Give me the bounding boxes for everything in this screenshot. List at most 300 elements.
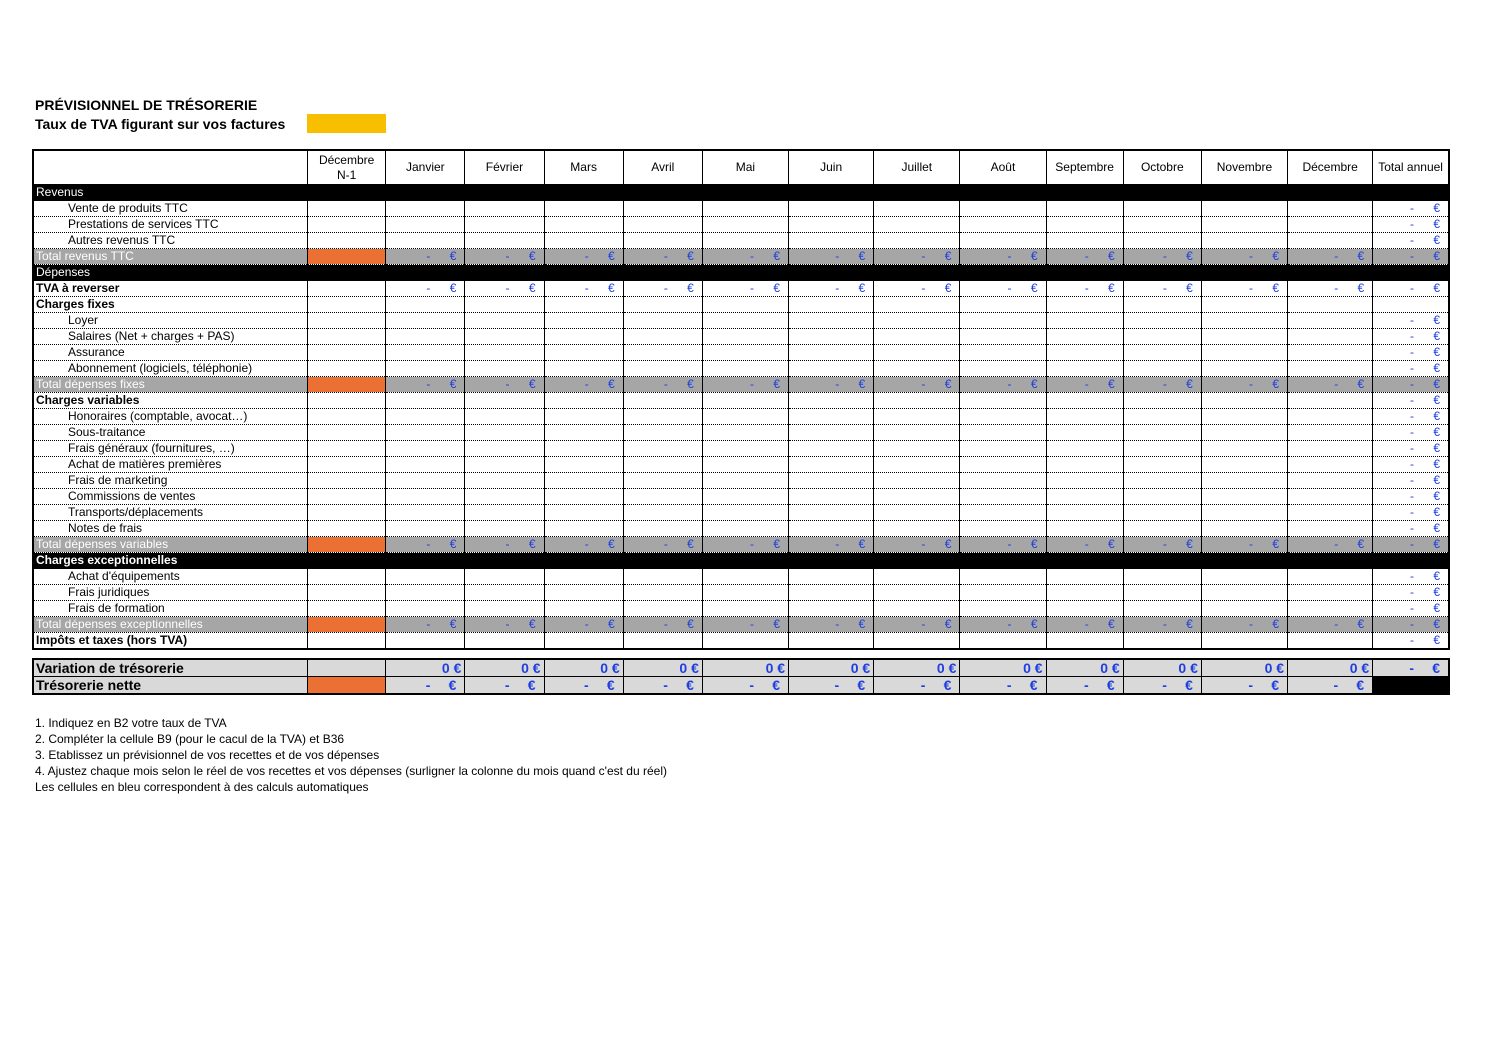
- cell[interactable]: [465, 473, 544, 489]
- euro: €: [944, 617, 952, 631]
- cell[interactable]: [544, 441, 623, 457]
- cell[interactable]: [789, 217, 874, 233]
- cell[interactable]: [544, 473, 623, 489]
- cell[interactable]: [623, 233, 702, 249]
- cell[interactable]: [1046, 425, 1123, 441]
- cell[interactable]: [874, 409, 960, 425]
- cell[interactable]: [386, 505, 465, 521]
- cell[interactable]: [1123, 201, 1201, 217]
- dash: -: [1249, 281, 1254, 295]
- euro: €: [687, 281, 694, 295]
- cell[interactable]: [386, 329, 465, 345]
- cell[interactable]: [544, 329, 623, 345]
- cell[interactable]: [960, 409, 1046, 425]
- cell[interactable]: [1201, 329, 1287, 345]
- cell[interactable]: [308, 677, 386, 695]
- cell[interactable]: [960, 313, 1046, 329]
- cell[interactable]: [544, 217, 623, 233]
- cell[interactable]: [544, 345, 623, 361]
- cell[interactable]: [544, 201, 623, 217]
- cell[interactable]: [1288, 425, 1373, 441]
- cell[interactable]: [1046, 489, 1123, 505]
- cell[interactable]: [960, 441, 1046, 457]
- cell: [1046, 281, 1123, 297]
- cell[interactable]: [874, 425, 960, 441]
- cell[interactable]: [789, 409, 874, 425]
- cell[interactable]: [960, 425, 1046, 441]
- cell[interactable]: [308, 425, 386, 441]
- cell[interactable]: [1288, 345, 1373, 361]
- cell[interactable]: [308, 457, 386, 473]
- cell[interactable]: [1046, 457, 1123, 473]
- cell[interactable]: [702, 569, 788, 585]
- cell: [702, 677, 788, 695]
- cell[interactable]: [1201, 233, 1287, 249]
- cell[interactable]: [789, 457, 874, 473]
- cashflow-table: [32, 149, 1450, 650]
- dash: -: [921, 617, 926, 631]
- cell[interactable]: [544, 313, 623, 329]
- cell: [1373, 633, 1449, 650]
- cell[interactable]: [623, 217, 702, 233]
- cell[interactable]: [544, 505, 623, 521]
- cell[interactable]: [1046, 345, 1123, 361]
- cell[interactable]: [308, 489, 386, 505]
- summary-table: [32, 658, 1450, 695]
- cell[interactable]: [386, 313, 465, 329]
- cell[interactable]: [874, 473, 960, 489]
- cell[interactable]: [702, 505, 788, 521]
- cell[interactable]: [623, 329, 702, 345]
- cell[interactable]: [465, 521, 544, 537]
- cell: [1373, 329, 1449, 345]
- cell[interactable]: [1288, 201, 1373, 217]
- euro: €: [1186, 537, 1193, 551]
- cell[interactable]: [702, 425, 788, 441]
- cell[interactable]: [1201, 601, 1287, 617]
- cell[interactable]: [1123, 313, 1201, 329]
- cell[interactable]: [1123, 457, 1201, 473]
- cell[interactable]: [386, 217, 465, 233]
- cell[interactable]: [702, 457, 788, 473]
- cell[interactable]: [386, 601, 465, 617]
- column-header: Janvier: [386, 150, 465, 185]
- euro: €: [1356, 677, 1365, 693]
- cell[interactable]: [1201, 521, 1287, 537]
- cell[interactable]: [789, 313, 874, 329]
- euro: €: [608, 281, 615, 295]
- cell[interactable]: [623, 201, 702, 217]
- cell[interactable]: [1123, 409, 1201, 425]
- cell[interactable]: [874, 313, 960, 329]
- cell[interactable]: [702, 601, 788, 617]
- cell[interactable]: [960, 345, 1046, 361]
- cell: [1373, 249, 1449, 265]
- cell[interactable]: [960, 585, 1046, 601]
- cell[interactable]: [386, 345, 465, 361]
- dash: -: [1410, 409, 1414, 423]
- cell[interactable]: [1123, 233, 1201, 249]
- cell: [623, 537, 702, 553]
- cell[interactable]: [1046, 441, 1123, 457]
- cell[interactable]: [1123, 425, 1201, 441]
- cell[interactable]: [1123, 345, 1201, 361]
- cell[interactable]: [1046, 409, 1123, 425]
- cell: [1201, 677, 1287, 695]
- cell[interactable]: [1123, 505, 1201, 521]
- cell: [702, 553, 788, 569]
- cell[interactable]: [1046, 569, 1123, 585]
- cell[interactable]: [465, 217, 544, 233]
- cell: [702, 281, 788, 297]
- cell[interactable]: [1288, 473, 1373, 489]
- cell[interactable]: [465, 345, 544, 361]
- cell[interactable]: [1201, 505, 1287, 521]
- cell[interactable]: [1123, 585, 1201, 601]
- cell[interactable]: [789, 441, 874, 457]
- cell[interactable]: [623, 313, 702, 329]
- cell[interactable]: [874, 217, 960, 233]
- cell[interactable]: [1288, 409, 1373, 425]
- cell[interactable]: [960, 233, 1046, 249]
- dash: -: [505, 249, 510, 263]
- cell[interactable]: [1288, 585, 1373, 601]
- cell[interactable]: [789, 569, 874, 585]
- cell[interactable]: [874, 329, 960, 345]
- table-row: [33, 521, 1449, 537]
- cell[interactable]: [465, 457, 544, 473]
- cell[interactable]: [1288, 457, 1373, 473]
- cell[interactable]: [1201, 489, 1287, 505]
- cell[interactable]: [960, 329, 1046, 345]
- cell[interactable]: [789, 473, 874, 489]
- cell[interactable]: [623, 601, 702, 617]
- cell: [544, 265, 623, 281]
- cell[interactable]: [308, 505, 386, 521]
- cell[interactable]: [874, 361, 960, 377]
- cell: [1201, 633, 1287, 650]
- cell[interactable]: [386, 457, 465, 473]
- cell[interactable]: [789, 505, 874, 521]
- cell: [308, 297, 386, 313]
- cell[interactable]: [789, 361, 874, 377]
- euro: €: [1030, 249, 1038, 263]
- cell: [789, 537, 874, 553]
- euro: €: [449, 377, 457, 391]
- table-row: [33, 585, 1449, 601]
- cell[interactable]: [465, 409, 544, 425]
- cell[interactable]: [1123, 521, 1201, 537]
- cell[interactable]: [465, 489, 544, 505]
- cell[interactable]: [623, 345, 702, 361]
- cell: 0 €: [874, 659, 960, 677]
- cell[interactable]: [1201, 425, 1287, 441]
- cell[interactable]: [386, 361, 465, 377]
- cell[interactable]: [702, 473, 788, 489]
- euro: €: [773, 617, 781, 631]
- cell[interactable]: [1288, 217, 1373, 233]
- cell[interactable]: [1201, 361, 1287, 377]
- cell[interactable]: [1201, 409, 1287, 425]
- cell[interactable]: [789, 489, 874, 505]
- cell[interactable]: [1201, 585, 1287, 601]
- cell[interactable]: [1288, 601, 1373, 617]
- cell[interactable]: [465, 361, 544, 377]
- cell[interactable]: [702, 217, 788, 233]
- cell[interactable]: [544, 361, 623, 377]
- cell[interactable]: [702, 361, 788, 377]
- cell[interactable]: [960, 489, 1046, 505]
- cell[interactable]: [960, 361, 1046, 377]
- cell[interactable]: [1288, 569, 1373, 585]
- cell[interactable]: [544, 409, 623, 425]
- row-label: Frais juridiques: [33, 585, 308, 601]
- cell[interactable]: [1046, 201, 1123, 217]
- dash: -: [920, 677, 926, 693]
- cell[interactable]: [960, 505, 1046, 521]
- cell: [874, 553, 960, 569]
- cell[interactable]: [1288, 313, 1373, 329]
- cell[interactable]: [1046, 601, 1123, 617]
- cell[interactable]: [702, 489, 788, 505]
- cell[interactable]: [623, 569, 702, 585]
- cell[interactable]: [465, 201, 544, 217]
- euro: €: [528, 249, 536, 263]
- cell[interactable]: [386, 569, 465, 585]
- dash: -: [426, 377, 431, 391]
- cell[interactable]: [623, 489, 702, 505]
- cell[interactable]: [1288, 441, 1373, 457]
- cell: [1046, 633, 1123, 650]
- cell[interactable]: [1201, 345, 1287, 361]
- cell[interactable]: [702, 201, 788, 217]
- cell[interactable]: [308, 313, 386, 329]
- cell[interactable]: [544, 233, 623, 249]
- cell[interactable]: [874, 521, 960, 537]
- cell[interactable]: [874, 569, 960, 585]
- euro: €: [1433, 521, 1440, 535]
- cell[interactable]: [789, 601, 874, 617]
- cell[interactable]: [544, 585, 623, 601]
- euro: €: [1357, 281, 1365, 295]
- cell[interactable]: [544, 425, 623, 441]
- column-header: Avril: [623, 150, 702, 185]
- cell[interactable]: [960, 569, 1046, 585]
- cell[interactable]: [874, 601, 960, 617]
- cell[interactable]: [1123, 569, 1201, 585]
- cell[interactable]: [1046, 521, 1123, 537]
- dash: -: [426, 617, 431, 631]
- cell: [1288, 617, 1373, 633]
- cell[interactable]: [465, 441, 544, 457]
- dash: -: [505, 537, 510, 551]
- cell[interactable]: [1288, 521, 1373, 537]
- cell[interactable]: [874, 585, 960, 601]
- cell[interactable]: [308, 361, 386, 377]
- cell[interactable]: [544, 521, 623, 537]
- cell[interactable]: [1046, 329, 1123, 345]
- cell[interactable]: [1201, 217, 1287, 233]
- cell[interactable]: [702, 409, 788, 425]
- cell: [1373, 377, 1449, 393]
- cell[interactable]: [1046, 217, 1123, 233]
- cell[interactable]: [544, 489, 623, 505]
- cell[interactable]: [1288, 361, 1373, 377]
- cell[interactable]: [960, 201, 1046, 217]
- cell[interactable]: [702, 441, 788, 457]
- cell[interactable]: [1123, 441, 1201, 457]
- cell[interactable]: [789, 425, 874, 441]
- cell[interactable]: [1288, 489, 1373, 505]
- cell[interactable]: [1123, 473, 1201, 489]
- cell[interactable]: [465, 313, 544, 329]
- euro: €: [1272, 617, 1280, 631]
- cell[interactable]: [308, 217, 386, 233]
- cell[interactable]: [465, 233, 544, 249]
- euro: €: [1433, 537, 1440, 551]
- euro: €: [1186, 377, 1193, 391]
- cell[interactable]: [623, 585, 702, 601]
- cell[interactable]: [789, 345, 874, 361]
- cell[interactable]: [702, 345, 788, 361]
- cell[interactable]: [874, 457, 960, 473]
- cell[interactable]: [789, 233, 874, 249]
- cell[interactable]: [1123, 329, 1201, 345]
- cell[interactable]: [1123, 601, 1201, 617]
- cell[interactable]: [960, 457, 1046, 473]
- cell[interactable]: [386, 409, 465, 425]
- dash: -: [1410, 361, 1414, 375]
- cell[interactable]: [386, 585, 465, 601]
- cell[interactable]: [386, 489, 465, 505]
- cell[interactable]: [465, 585, 544, 601]
- cell[interactable]: [789, 585, 874, 601]
- cell[interactable]: [544, 601, 623, 617]
- cell[interactable]: [874, 345, 960, 361]
- cell[interactable]: [1046, 505, 1123, 521]
- cell[interactable]: [308, 233, 386, 249]
- cell[interactable]: [386, 441, 465, 457]
- cell[interactable]: [702, 521, 788, 537]
- cell[interactable]: [1046, 585, 1123, 601]
- cell[interactable]: [960, 473, 1046, 489]
- cell[interactable]: [623, 457, 702, 473]
- cell[interactable]: [308, 601, 386, 617]
- cell[interactable]: [1046, 361, 1123, 377]
- cell[interactable]: [308, 521, 386, 537]
- cell[interactable]: [1288, 329, 1373, 345]
- cell[interactable]: [623, 505, 702, 521]
- cell[interactable]: [1288, 505, 1373, 521]
- cell[interactable]: [465, 569, 544, 585]
- cell[interactable]: [1201, 457, 1287, 473]
- cell[interactable]: [1046, 313, 1123, 329]
- euro: €: [858, 617, 866, 631]
- cell[interactable]: [544, 457, 623, 473]
- cell[interactable]: [874, 505, 960, 521]
- cell[interactable]: [1288, 233, 1373, 249]
- cell[interactable]: [465, 505, 544, 521]
- cell[interactable]: [702, 233, 788, 249]
- euro: €: [773, 281, 781, 295]
- euro: €: [449, 617, 457, 631]
- cell[interactable]: [465, 329, 544, 345]
- cell[interactable]: [544, 569, 623, 585]
- cell[interactable]: [386, 425, 465, 441]
- cell[interactable]: [1123, 489, 1201, 505]
- cell[interactable]: [1046, 473, 1123, 489]
- cell: [1288, 553, 1373, 569]
- cell[interactable]: [623, 473, 702, 489]
- cell[interactable]: [1123, 217, 1201, 233]
- cell[interactable]: [308, 345, 386, 361]
- dash: -: [1334, 377, 1339, 391]
- cell[interactable]: [702, 329, 788, 345]
- cell[interactable]: [623, 441, 702, 457]
- dash: -: [1162, 377, 1167, 391]
- cell[interactable]: [1201, 473, 1287, 489]
- cell: [386, 185, 465, 201]
- cell[interactable]: [465, 601, 544, 617]
- cell[interactable]: [789, 201, 874, 217]
- cell[interactable]: [960, 601, 1046, 617]
- cell[interactable]: [1123, 361, 1201, 377]
- cell[interactable]: [465, 425, 544, 441]
- cell[interactable]: [308, 409, 386, 425]
- cell[interactable]: [308, 473, 386, 489]
- cell: [960, 265, 1046, 281]
- cell[interactable]: [1201, 201, 1287, 217]
- cell[interactable]: [960, 217, 1046, 233]
- cell: [874, 265, 960, 281]
- table-row: [33, 185, 1449, 201]
- cell[interactable]: [623, 521, 702, 537]
- cell[interactable]: [702, 313, 788, 329]
- cell[interactable]: [874, 233, 960, 249]
- cell[interactable]: [789, 329, 874, 345]
- cell[interactable]: [874, 489, 960, 505]
- cell[interactable]: [1201, 569, 1287, 585]
- cell: [544, 281, 623, 297]
- cell[interactable]: [308, 585, 386, 601]
- cell[interactable]: [386, 521, 465, 537]
- cell[interactable]: [623, 361, 702, 377]
- cell[interactable]: [623, 425, 702, 441]
- cell[interactable]: [874, 441, 960, 457]
- cell[interactable]: [386, 201, 465, 217]
- cell[interactable]: [702, 585, 788, 601]
- cell[interactable]: [308, 441, 386, 457]
- cell: [960, 297, 1046, 313]
- cell[interactable]: [1201, 441, 1287, 457]
- cell[interactable]: [1201, 313, 1287, 329]
- cell[interactable]: [308, 569, 386, 585]
- cell[interactable]: [386, 233, 465, 249]
- cell: [1373, 473, 1449, 489]
- cell[interactable]: [960, 521, 1046, 537]
- cell[interactable]: [1046, 233, 1123, 249]
- net-cash-row: [33, 677, 1449, 695]
- cell[interactable]: [789, 521, 874, 537]
- cell[interactable]: [308, 329, 386, 345]
- cell[interactable]: [308, 201, 386, 217]
- vat-rate-input[interactable]: [307, 114, 386, 133]
- cell[interactable]: [386, 473, 465, 489]
- euro: €: [1357, 377, 1365, 391]
- cell[interactable]: [623, 409, 702, 425]
- column-header: Septembre: [1046, 150, 1123, 185]
- cell[interactable]: [874, 201, 960, 217]
